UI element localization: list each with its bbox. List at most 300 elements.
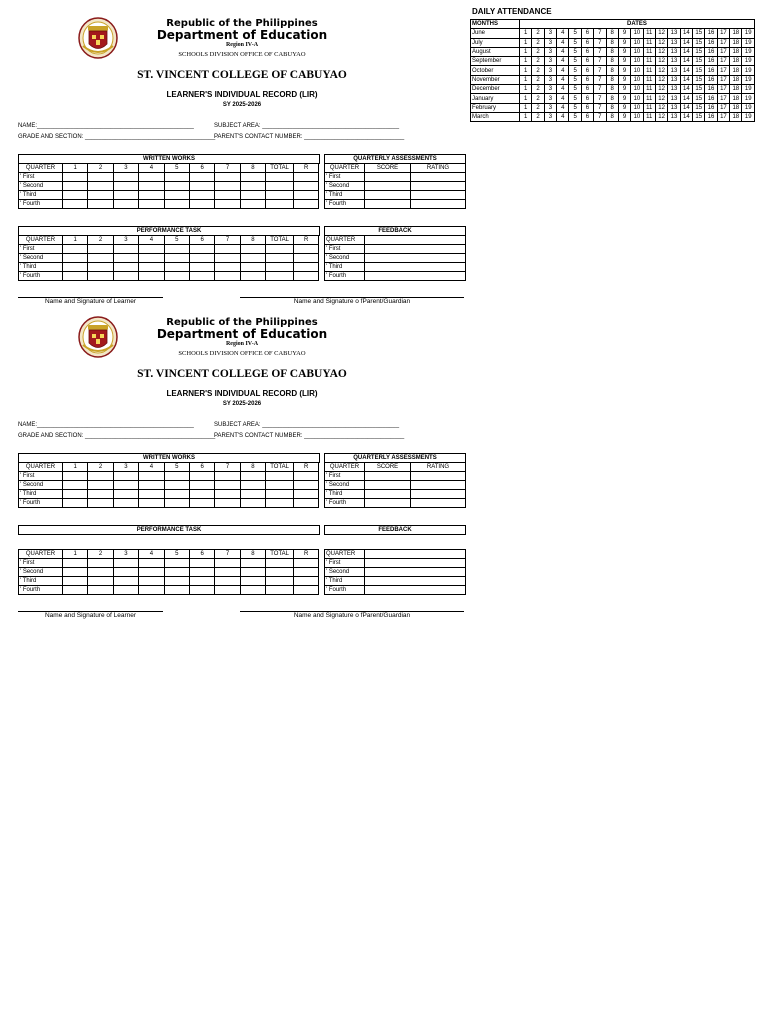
entry-cell[interactable] [240,559,265,568]
date-cell[interactable]: 9 [618,57,630,66]
entry-cell[interactable] [215,586,240,595]
date-cell[interactable]: 13 [668,47,680,56]
month-label: September [471,57,520,66]
date-cell[interactable]: 14 [680,66,692,75]
date-cell[interactable]: 5 [569,103,581,112]
date-cell[interactable]: 17 [717,57,729,66]
entry-cell[interactable] [139,559,164,568]
entry-cell[interactable] [88,568,113,577]
date-cell[interactable]: 16 [705,85,717,94]
entry-cell[interactable] [88,472,113,481]
entry-cell[interactable] [365,490,411,499]
date-cell[interactable]: 6 [581,29,593,38]
entry-cell[interactable] [365,481,411,490]
date-cell[interactable]: 9 [618,112,630,121]
date-cell[interactable]: 1 [520,103,532,112]
entry-cell[interactable] [365,586,466,595]
date-cell[interactable]: 3 [544,112,556,121]
date-cell[interactable]: 14 [680,38,692,47]
entry-cell[interactable] [139,586,164,595]
date-cell[interactable]: 15 [693,66,705,75]
entry-cell[interactable] [266,472,294,481]
entry-cell[interactable] [240,568,265,577]
date-cell[interactable]: 11 [643,94,655,103]
date-cell[interactable]: 19 [742,29,754,38]
date-cell[interactable]: 18 [730,38,742,47]
date-cell[interactable]: 18 [730,29,742,38]
entry-cell[interactable] [294,472,319,481]
entry-cell[interactable] [63,490,88,499]
date-cell[interactable]: 4 [557,47,569,56]
date-cell[interactable]: 9 [618,94,630,103]
date-cell[interactable]: 3 [544,94,556,103]
date-cell[interactable]: 8 [606,103,618,112]
entry-cell[interactable] [189,568,214,577]
entry-cell[interactable] [164,472,189,481]
date-cell[interactable]: 15 [693,47,705,56]
date-cell[interactable]: 11 [643,47,655,56]
date-cell[interactable]: 18 [730,112,742,121]
entry-cell[interactable] [113,586,138,595]
date-cell[interactable]: 14 [680,29,692,38]
entry-cell[interactable] [294,577,319,586]
date-cell[interactable]: 1 [520,29,532,38]
date-cell[interactable]: 5 [569,38,581,47]
date-cell[interactable]: 4 [557,57,569,66]
date-cell[interactable]: 10 [631,38,643,47]
entry-cell[interactable] [266,481,294,490]
entry-cell[interactable] [294,568,319,577]
date-cell[interactable]: 4 [557,75,569,84]
date-cell[interactable]: 6 [581,66,593,75]
date-cell[interactable]: 8 [606,47,618,56]
date-cell[interactable]: 6 [581,85,593,94]
entry-cell[interactable] [215,481,240,490]
date-cell[interactable]: 18 [730,75,742,84]
date-cell[interactable]: 16 [705,47,717,56]
entry-cell[interactable] [411,490,466,499]
date-cell[interactable]: 13 [668,38,680,47]
date-cell[interactable]: 12 [655,112,667,121]
date-cell[interactable]: 11 [643,66,655,75]
entry-cell[interactable] [266,577,294,586]
date-cell[interactable]: 1 [520,66,532,75]
entry-cell[interactable] [189,481,214,490]
entry-cell[interactable] [189,499,214,508]
date-cell[interactable]: 19 [742,57,754,66]
date-cell[interactable]: 15 [693,29,705,38]
date-cell[interactable]: 19 [742,75,754,84]
date-cell[interactable]: 18 [730,47,742,56]
entry-cell[interactable] [139,499,164,508]
date-cell[interactable]: 13 [668,103,680,112]
date-cell[interactable]: 17 [717,85,729,94]
entry-cell[interactable] [63,559,88,568]
date-cell[interactable]: 19 [742,66,754,75]
date-cell[interactable]: 18 [730,57,742,66]
date-cell[interactable]: 10 [631,112,643,121]
entry-cell[interactable] [113,472,138,481]
date-cell[interactable]: 17 [717,29,729,38]
date-cell[interactable]: 17 [717,38,729,47]
quarter-row [19,490,319,499]
date-cell[interactable]: 16 [705,75,717,84]
date-cell[interactable]: 12 [655,29,667,38]
date-cell[interactable]: 18 [730,103,742,112]
date-cell[interactable]: 2 [532,85,544,94]
date-cell[interactable]: 2 [532,57,544,66]
date-cell[interactable]: 11 [643,112,655,121]
entry-cell[interactable] [240,490,265,499]
date-cell[interactable]: 12 [655,85,667,94]
republic-heading: Republic of the Philippines [166,18,318,29]
date-cell[interactable]: 12 [655,66,667,75]
date-cell[interactable]: 8 [606,112,618,121]
date-cell[interactable]: 3 [544,57,556,66]
date-cell[interactable]: 5 [569,85,581,94]
date-cell[interactable]: 8 [606,29,618,38]
date-cell[interactable]: 14 [680,112,692,121]
date-cell[interactable]: 7 [594,66,606,75]
entry-cell[interactable] [240,481,265,490]
entry-cell[interactable] [365,472,411,481]
quarter-label: ' Third [325,577,365,586]
date-cell[interactable]: 2 [532,103,544,112]
date-cell[interactable]: 12 [655,75,667,84]
date-cell[interactable]: 8 [606,85,618,94]
date-cell[interactable]: 15 [693,85,705,94]
date-cell[interactable]: 3 [544,103,556,112]
entry-cell[interactable] [164,577,189,586]
quarter-row [19,586,319,595]
date-cell[interactable]: 2 [532,38,544,47]
entry-cell[interactable] [365,577,466,586]
date-cell[interactable]: 9 [618,75,630,84]
date-cell[interactable]: 11 [643,103,655,112]
entry-cell[interactable] [266,568,294,577]
date-cell[interactable]: 7 [594,103,606,112]
entry-cell[interactable] [266,490,294,499]
entry-cell[interactable] [63,568,88,577]
date-cell[interactable]: 5 [569,66,581,75]
date-cell[interactable]: 6 [581,112,593,121]
date-cell[interactable]: 3 [544,85,556,94]
entry-cell[interactable] [215,490,240,499]
parent-contact-field[interactable]: PARENT'S CONTACT NUMBER: ______________________________ [214,433,405,439]
date-cell[interactable]: 16 [705,103,717,112]
date-cell[interactable]: 1 [520,38,532,47]
entry-cell[interactable] [266,586,294,595]
entry-cell[interactable] [411,481,466,490]
entry-cell[interactable] [365,499,411,508]
entry-cell[interactable] [88,577,113,586]
date-cell[interactable]: 7 [594,85,606,94]
date-cell[interactable]: 9 [618,66,630,75]
date-cell[interactable]: 10 [631,66,643,75]
date-cell[interactable]: 12 [655,47,667,56]
entry-cell[interactable] [139,472,164,481]
date-cell[interactable]: 17 [717,66,729,75]
parent-contact-field[interactable]: PARENT'S CONTACT NUMBER: ______________________________ [214,134,405,140]
date-cell[interactable]: 1 [520,85,532,94]
date-cell[interactable]: 12 [655,103,667,112]
date-cell[interactable]: 4 [557,103,569,112]
date-cell[interactable]: 3 [544,75,556,84]
date-cell[interactable]: 15 [693,38,705,47]
entry-cell[interactable] [189,490,214,499]
column-header: 3 [113,236,138,245]
date-cell[interactable]: 11 [643,75,655,84]
date-cell[interactable]: 10 [631,75,643,84]
date-cell[interactable]: 17 [717,94,729,103]
date-cell[interactable]: 9 [618,47,630,56]
entry-cell[interactable] [189,472,214,481]
entry-cell[interactable] [164,481,189,490]
date-cell[interactable]: 16 [705,94,717,103]
date-cell[interactable]: 15 [693,57,705,66]
grade-section-field[interactable]: GRADE AND SECTION: _______________________________________ [18,433,216,439]
entry-cell[interactable] [294,559,319,568]
entry-cell[interactable] [164,586,189,595]
entry-cell[interactable] [365,568,466,577]
entry-cell[interactable] [164,490,189,499]
date-cell[interactable]: 13 [668,29,680,38]
date-cell[interactable]: 18 [730,85,742,94]
subject-area-field[interactable]: SUBJECT AREA: _________________________________________ [214,422,400,428]
entry-cell[interactable] [113,577,138,586]
date-cell[interactable]: 1 [520,94,532,103]
entry-cell[interactable] [189,586,214,595]
date-cell[interactable]: 10 [631,57,643,66]
date-cell[interactable]: 9 [618,38,630,47]
date-cell[interactable]: 5 [569,75,581,84]
date-cell[interactable]: 7 [594,38,606,47]
entry-cell[interactable] [113,559,138,568]
date-cell[interactable]: 5 [569,94,581,103]
date-cell[interactable]: 15 [693,112,705,121]
date-cell[interactable]: 9 [618,85,630,94]
date-cell[interactable]: 2 [532,94,544,103]
date-cell[interactable]: 19 [742,112,754,121]
entry-cell[interactable] [88,481,113,490]
date-cell[interactable]: 3 [544,66,556,75]
date-cell[interactable]: 4 [557,29,569,38]
date-cell[interactable]: 16 [705,38,717,47]
entry-cell[interactable] [63,481,88,490]
date-cell[interactable]: 7 [594,112,606,121]
date-cell[interactable]: 13 [668,94,680,103]
date-cell[interactable]: 8 [606,66,618,75]
date-cell[interactable]: 14 [680,85,692,94]
entry-cell[interactable] [411,472,466,481]
subject-area-field[interactable]: SUBJECT AREA: _________________________________________ [214,123,400,129]
name-field[interactable]: NAME:_______________________________________________ [18,123,194,129]
date-cell[interactable]: 9 [618,103,630,112]
date-cell[interactable]: 7 [594,47,606,56]
date-cell[interactable]: 6 [581,103,593,112]
entry-cell[interactable] [215,559,240,568]
entry-cell[interactable] [215,499,240,508]
date-cell[interactable]: 3 [544,29,556,38]
date-cell[interactable]: 1 [520,57,532,66]
date-cell[interactable]: 19 [742,85,754,94]
date-cell[interactable]: 1 [520,47,532,56]
quarter-label: ' First [19,173,63,182]
grade-section-field[interactable]: GRADE AND SECTION: _______________________________________ [18,134,216,140]
entry-cell[interactable] [139,577,164,586]
date-cell[interactable]: 3 [544,47,556,56]
entry-cell[interactable] [240,499,265,508]
date-cell[interactable]: 19 [742,94,754,103]
date-cell[interactable]: 15 [693,75,705,84]
date-cell[interactable]: 13 [668,57,680,66]
date-cell[interactable]: 17 [717,75,729,84]
date-cell[interactable]: 16 [705,29,717,38]
date-cell[interactable]: 2 [532,112,544,121]
entry-cell[interactable] [215,472,240,481]
entry-cell[interactable] [266,559,294,568]
date-cell[interactable]: 16 [705,112,717,121]
entry-cell[interactable] [164,559,189,568]
entry-cell[interactable] [139,568,164,577]
date-cell[interactable]: 7 [594,29,606,38]
date-cell[interactable]: 13 [668,66,680,75]
date-cell[interactable]: 5 [569,47,581,56]
date-cell[interactable]: 14 [680,75,692,84]
name-field[interactable]: NAME:_______________________________________________ [18,422,194,428]
date-cell[interactable]: 11 [643,85,655,94]
date-cell[interactable]: 8 [606,94,618,103]
entry-cell[interactable] [139,481,164,490]
entry-cell[interactable] [139,490,164,499]
entry-cell[interactable] [240,577,265,586]
date-cell[interactable]: 3 [544,38,556,47]
entry-cell[interactable] [63,586,88,595]
entry-cell[interactable] [164,499,189,508]
date-cell[interactable]: 1 [520,112,532,121]
entry-cell[interactable] [113,499,138,508]
date-cell[interactable]: 18 [730,94,742,103]
entry-cell[interactable] [88,499,113,508]
date-cell[interactable]: 7 [594,94,606,103]
date-cell[interactable]: 6 [581,75,593,84]
attendance-month-row [471,75,755,84]
date-cell[interactable]: 15 [693,94,705,103]
date-cell[interactable]: 10 [631,85,643,94]
date-cell[interactable]: 13 [668,85,680,94]
date-cell[interactable]: 16 [705,57,717,66]
school-logo [78,315,118,364]
entry-cell[interactable] [294,586,319,595]
entry-cell[interactable] [113,481,138,490]
date-cell[interactable]: 11 [643,57,655,66]
date-cell[interactable]: 10 [631,29,643,38]
date-cell[interactable]: 5 [569,112,581,121]
entry-cell[interactable] [240,472,265,481]
date-cell[interactable]: 10 [631,103,643,112]
entry-cell[interactable] [88,490,113,499]
date-cell[interactable]: 4 [557,85,569,94]
entry-cell[interactable] [189,559,214,568]
date-cell[interactable]: 8 [606,75,618,84]
entry-cell[interactable] [63,472,88,481]
date-cell[interactable]: 2 [532,66,544,75]
entry-cell[interactable] [411,499,466,508]
date-cell[interactable]: 8 [606,57,618,66]
date-cell[interactable]: 13 [668,75,680,84]
date-cell[interactable]: 12 [655,57,667,66]
entry-cell[interactable] [294,490,319,499]
date-cell[interactable]: 1 [520,75,532,84]
date-cell[interactable]: 10 [631,94,643,103]
date-cell[interactable]: 14 [680,94,692,103]
date-cell[interactable]: 7 [594,57,606,66]
entry-cell[interactable] [294,481,319,490]
date-cell[interactable]: 8 [606,38,618,47]
date-cell[interactable]: 2 [532,47,544,56]
date-cell[interactable]: 11 [643,29,655,38]
entry-cell[interactable] [365,559,466,568]
date-cell[interactable]: 14 [680,47,692,56]
date-cell[interactable]: 19 [742,47,754,56]
entry-cell[interactable] [88,559,113,568]
date-cell[interactable]: 11 [643,38,655,47]
date-cell[interactable]: 17 [717,112,729,121]
date-cell[interactable]: 6 [581,94,593,103]
entry-cell[interactable] [215,568,240,577]
date-cell[interactable]: 14 [680,57,692,66]
date-cell[interactable]: 4 [557,66,569,75]
date-cell[interactable]: 19 [742,103,754,112]
date-cell[interactable]: 12 [655,94,667,103]
date-cell[interactable]: 12 [655,38,667,47]
entry-cell[interactable] [215,577,240,586]
entry-cell[interactable] [189,577,214,586]
date-cell[interactable]: 5 [569,29,581,38]
date-cell[interactable]: 18 [730,66,742,75]
entry-cell[interactable] [164,568,189,577]
date-cell[interactable]: 4 [557,112,569,121]
entry-cell[interactable] [113,568,138,577]
date-cell[interactable]: 15 [693,103,705,112]
entry-cell[interactable] [266,499,294,508]
date-cell[interactable]: 9 [618,29,630,38]
date-cell[interactable]: 4 [557,38,569,47]
date-cell[interactable]: 2 [532,75,544,84]
entry-cell[interactable] [63,499,88,508]
date-cell[interactable]: 2 [532,29,544,38]
date-cell[interactable]: 17 [717,103,729,112]
entry-cell[interactable] [63,577,88,586]
record-title: LEARNER'S INDIVIDUAL RECORD (LIR) [166,90,318,99]
date-cell[interactable]: 4 [557,94,569,103]
entry-cell[interactable] [88,586,113,595]
date-cell[interactable]: 14 [680,103,692,112]
date-cell[interactable]: 17 [717,47,729,56]
date-cell[interactable]: 5 [569,57,581,66]
entry-cell[interactable] [294,499,319,508]
date-cell[interactable]: 16 [705,66,717,75]
date-cell[interactable]: 10 [631,47,643,56]
entry-cell[interactable] [240,586,265,595]
date-cell[interactable]: 6 [581,57,593,66]
date-cell[interactable]: 7 [594,75,606,84]
date-cell[interactable]: 13 [668,112,680,121]
date-cell[interactable]: 6 [581,38,593,47]
entry-cell[interactable] [113,490,138,499]
date-cell[interactable]: 19 [742,38,754,47]
date-cell[interactable]: 6 [581,47,593,56]
